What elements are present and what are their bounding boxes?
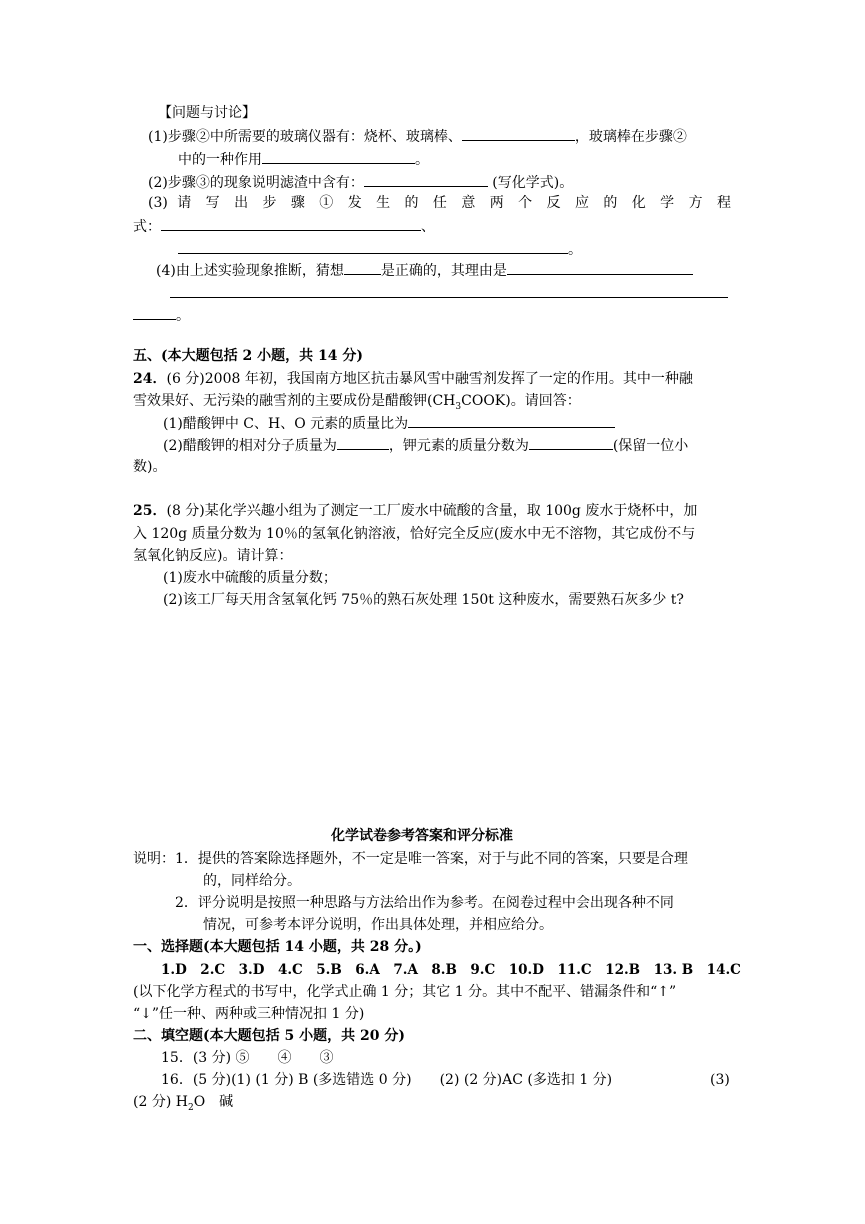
question-4-text: (4)由上述实验现象推断，猜想: [156, 263, 344, 279]
section-1-rule-line-2: “↓”任一种、两种或三种情况扣 1 分): [133, 1006, 365, 1022]
q16-text-c: (2 分) H: [133, 1094, 188, 1110]
question-1-text-c: 中的一种作用: [178, 152, 262, 168]
section-5-heading: 五、(本大题包括 2 小题，共 14 分): [133, 348, 363, 364]
question-1-line-2: [178, 149, 429, 170]
q16-answer-line-1-end: (3): [710, 1072, 730, 1088]
answer-blank: [507, 260, 693, 275]
question-2-text-b: (写化学式)。: [487, 175, 574, 191]
q24-part-2-text-c: (保留一位小: [612, 438, 689, 454]
q24-part-2: [163, 435, 688, 456]
answer-blank: [462, 126, 575, 141]
q24-subscript: 3: [455, 401, 462, 412]
note-2-line-2: 情况，可参考本评分说明，作出具体处理，并相应给分。: [203, 917, 553, 933]
q16-answer-line-1: 16．(5 分)(1) (1 分) B (多选错选 0 分) (2) (2 分)AC (多选扣 1 分): [161, 1072, 613, 1088]
section-1-heading: 一、选择题(本大题包括 14 小题，共 28 分。): [133, 939, 422, 955]
answer-blank: [337, 435, 389, 450]
question-3-text-b: 式：: [133, 219, 161, 235]
q25-number: 25．: [133, 503, 167, 519]
answer-blank: [161, 216, 421, 231]
question-3-line-2: [133, 216, 435, 237]
answer-blank: [262, 149, 415, 164]
q24-text-2a: 雪效果好、无污染的融雪剂的主要成份是醋酸钾(CH: [133, 393, 456, 409]
note-1-line-2: 的，同样给分。: [203, 873, 301, 889]
q24-number: 24．: [133, 371, 167, 387]
note-1-line-1: 说明：1．提供的答案除选择题外，不一定是唯一答案，对于与此不同的答案，只要是合理: [133, 851, 688, 867]
question-3-line-3: [178, 239, 582, 260]
q15-answer: 15．(3 分) ⑤ ④ ③: [161, 1050, 334, 1066]
question-1-line-1: [148, 126, 687, 147]
q25-text: (8 分)某化学兴趣小组为了测定一工厂废水中硫酸的含量，取 100g 废水于烧杯中，加: [166, 503, 698, 519]
question-2-line: [148, 172, 573, 193]
question-1-text: (1)步骤②中所需要的玻璃仪器有：烧杯、玻璃棒、: [148, 129, 462, 145]
answer-blank: [529, 435, 613, 450]
q16-text-d: O 碱: [193, 1094, 234, 1110]
question-4-line-1: [156, 260, 693, 281]
q24-text: (6 分)2008 年初，我国南方地区抗击暴风雪中融雪剂发挥了一定的作用。其中一种融: [166, 371, 693, 387]
section-1-answers: 1.D 2.C 3.D 4.C 5.B 6.A 7.A 8.B 9.C 10.D 11.C 12.B 13. B 14.C: [161, 962, 741, 978]
q24-text-2b: COOK)。请回答：: [461, 393, 581, 409]
question-3-line-1: (3) 请 写 出 步 骤 ① 发 生 的 任 意 两 个 反 应 的 化 学 方 程: [148, 195, 731, 211]
section-2-heading: 二、填空题(本大题包括 5 小题，共 20 分): [133, 1028, 405, 1044]
q24-part-2-cont: 数)。: [133, 459, 167, 475]
q24-part-1-text: (1)醋酸钾中 C、H、O 元素的质量比为: [163, 416, 409, 432]
question-3-sep: 、: [421, 219, 435, 235]
section-1-rule-line-1: (以下化学方程式的书写中，化学式止确 1 分；其它 1 分。其中不配平、错漏条件和“↑”: [133, 984, 677, 1000]
question-4-end: 。: [176, 308, 190, 324]
q24-part-1: [163, 413, 615, 434]
answer-blank: [178, 239, 568, 254]
answer-blank: [170, 283, 728, 298]
question-4-text-b: 是正确的，其理由是: [380, 263, 507, 279]
answer-blank: [344, 260, 381, 275]
answer-blank: [364, 172, 488, 187]
q24-part-2-text: (2)醋酸钾的相对分子质量为: [163, 438, 337, 454]
q24-part-2-text-b: ，钾元素的质量分数为: [388, 438, 529, 454]
question-2-text: (2)步骤③的现象说明滤渣中含有：: [148, 175, 364, 191]
q24-line-1: [133, 369, 693, 389]
question-1-end: 。: [415, 152, 429, 168]
answer-blank: [133, 305, 176, 320]
answers-title: 化学试卷参考答案和评分标准: [331, 828, 513, 844]
question-1-text-b: ，玻璃棒在步骤②: [574, 129, 687, 145]
discussion-heading: 【问题与讨论】: [158, 105, 256, 121]
q25-line-3: 氢氧化钠反应)。请计算：: [133, 548, 293, 564]
question-3-end: 。: [568, 242, 582, 258]
answer-blank: [408, 413, 615, 428]
q25-part-1: (1)废水中硫酸的质量分数；: [163, 570, 337, 586]
question-4-line-3: [133, 305, 190, 326]
q25-line-1: [133, 501, 697, 521]
note-2-line-1: 2．评分说明是按照一种思路与方法给出作为参考。在阅卷过程中会出现各种不同: [175, 895, 674, 911]
q25-line-2: 入 120g 质量分数为 10％的氢氧化钠溶液，恰好完全反应(废水中无不溶物，其它成份不与: [133, 526, 696, 542]
question-4-line-2: [170, 283, 728, 304]
q16-answer-line-2: [133, 1092, 233, 1118]
q16-subscript: 2: [187, 1102, 194, 1113]
q25-part-2: (2)该工厂每天用含氢氧化钙 75％的熟石灰处理 150t 这种废水，需要熟石灰多少 t?: [163, 592, 684, 608]
